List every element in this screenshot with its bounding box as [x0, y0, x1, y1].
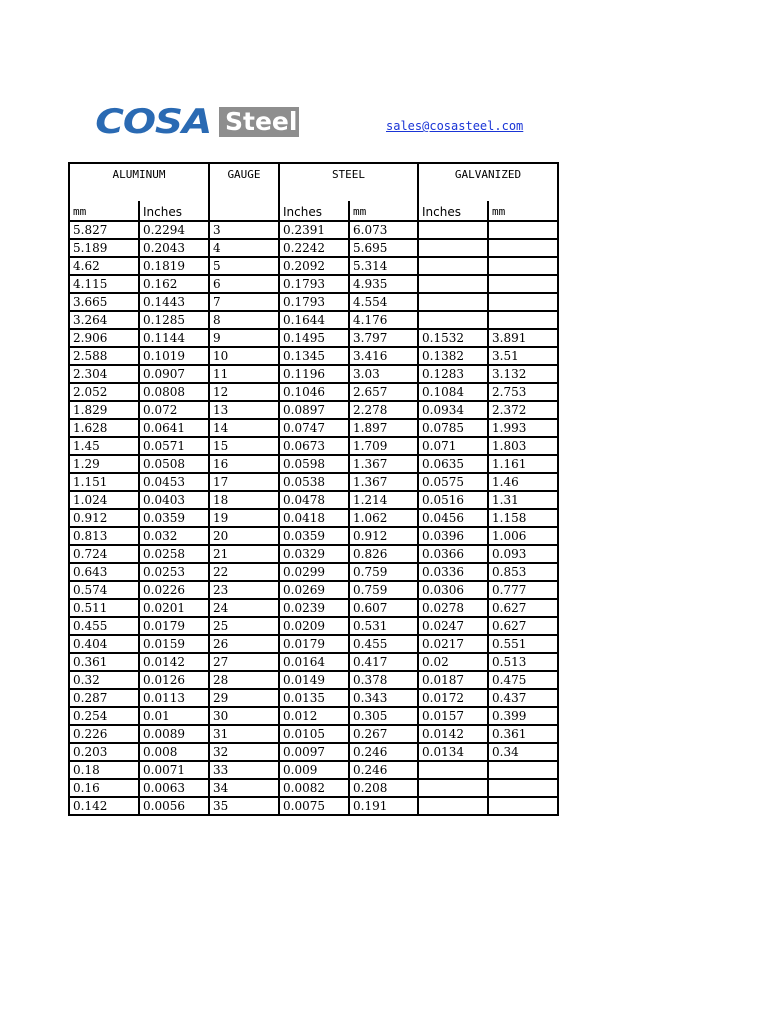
cell-steel-mm: 4.935 [349, 275, 418, 293]
email-link[interactable]: sales@cosasteel.com [386, 119, 524, 133]
cell-aluminum-inches: 0.0089 [139, 725, 209, 743]
subheader-gauge [209, 201, 279, 221]
cell-aluminum-inches: 0.0641 [139, 419, 209, 437]
table-row [69, 401, 558, 419]
cell-gauge: 27 [209, 653, 279, 671]
cell-steel-mm: 4.176 [349, 311, 418, 329]
table-row [69, 347, 558, 365]
cell-aluminum-inches: 0.01 [139, 707, 209, 725]
cell-galvanized-mm: 1.803 [488, 437, 558, 455]
cell-galvanized-mm: 1.158 [488, 509, 558, 527]
cell-galvanized-mm: 0.34 [488, 743, 558, 761]
cell-steel-inches: 0.009 [279, 761, 349, 779]
cell-galvanized-inches: 0.0247 [418, 617, 488, 635]
cell-steel-mm: 3.416 [349, 347, 418, 365]
cell-steel-mm: 0.912 [349, 527, 418, 545]
cell-galvanized-mm [488, 275, 558, 293]
cell-steel-inches: 0.1196 [279, 365, 349, 383]
cell-galvanized-mm [488, 761, 558, 779]
cell-gauge: 8 [209, 311, 279, 329]
cell-galvanized-inches: 0.0635 [418, 455, 488, 473]
cell-aluminum-inches: 0.0808 [139, 383, 209, 401]
cell-gauge: 13 [209, 401, 279, 419]
cell-gauge: 18 [209, 491, 279, 509]
table-row [69, 761, 558, 779]
cell-aluminum-inches: 0.0359 [139, 509, 209, 527]
cell-galvanized-mm: 0.551 [488, 635, 558, 653]
cell-gauge: 11 [209, 365, 279, 383]
cell-steel-mm: 2.657 [349, 383, 418, 401]
cell-steel-inches: 0.0538 [279, 473, 349, 491]
cell-galvanized-inches: 0.0278 [418, 599, 488, 617]
cell-aluminum-mm: 1.024 [69, 491, 139, 509]
cell-steel-inches: 0.0164 [279, 653, 349, 671]
cell-galvanized-inches: 0.0516 [418, 491, 488, 509]
cell-aluminum-mm: 0.643 [69, 563, 139, 581]
cell-steel-inches: 0.1793 [279, 293, 349, 311]
cell-galvanized-inches: 0.0336 [418, 563, 488, 581]
cell-aluminum-mm: 1.45 [69, 437, 139, 455]
table-row [69, 599, 558, 617]
cell-steel-inches: 0.0359 [279, 527, 349, 545]
subheader-galvanized-mm: mm [488, 201, 558, 221]
cell-galvanized-mm [488, 257, 558, 275]
cell-galvanized-mm: 1.46 [488, 473, 558, 491]
cell-aluminum-mm: 0.142 [69, 797, 139, 815]
cell-galvanized-inches: 0.071 [418, 437, 488, 455]
cell-aluminum-mm: 2.588 [69, 347, 139, 365]
table-row [69, 671, 558, 689]
cell-steel-mm: 0.208 [349, 779, 418, 797]
cell-steel-inches: 0.0097 [279, 743, 349, 761]
cell-steel-mm: 1.214 [349, 491, 418, 509]
cell-steel-inches: 0.0478 [279, 491, 349, 509]
cell-galvanized-mm [488, 221, 558, 239]
table-row [69, 707, 558, 725]
cell-aluminum-mm: 0.287 [69, 689, 139, 707]
cell-galvanized-mm: 1.006 [488, 527, 558, 545]
cell-steel-inches: 0.0179 [279, 635, 349, 653]
subheader-steel-inches: Inches [279, 201, 349, 221]
cell-gauge: 3 [209, 221, 279, 239]
cell-galvanized-mm: 2.753 [488, 383, 558, 401]
cell-steel-mm: 0.305 [349, 707, 418, 725]
table-row [69, 545, 558, 563]
cell-gauge: 23 [209, 581, 279, 599]
table-row [69, 689, 558, 707]
cell-aluminum-mm: 0.32 [69, 671, 139, 689]
cell-aluminum-inches: 0.072 [139, 401, 209, 419]
cell-aluminum-inches: 0.1285 [139, 311, 209, 329]
cell-gauge: 10 [209, 347, 279, 365]
cell-aluminum-inches: 0.0179 [139, 617, 209, 635]
cell-galvanized-mm: 0.399 [488, 707, 558, 725]
cell-steel-mm: 0.826 [349, 545, 418, 563]
cell-aluminum-inches: 0.2043 [139, 239, 209, 257]
header-gauge: GAUGE [209, 163, 279, 201]
cell-galvanized-mm: 3.51 [488, 347, 558, 365]
subheader-galvanized-inches: Inches [418, 201, 488, 221]
cell-steel-inches: 0.0329 [279, 545, 349, 563]
cell-aluminum-inches: 0.162 [139, 275, 209, 293]
cell-galvanized-mm: 1.161 [488, 455, 558, 473]
subheader-steel-mm: mm [349, 201, 418, 221]
cell-steel-mm: 2.278 [349, 401, 418, 419]
cell-steel-mm: 1.897 [349, 419, 418, 437]
cell-aluminum-mm: 2.906 [69, 329, 139, 347]
cell-steel-mm: 0.531 [349, 617, 418, 635]
cell-gauge: 24 [209, 599, 279, 617]
cell-steel-inches: 0.0209 [279, 617, 349, 635]
cell-aluminum-mm: 5.827 [69, 221, 139, 239]
cell-galvanized-inches: 0.1283 [418, 365, 488, 383]
cell-steel-inches: 0.0299 [279, 563, 349, 581]
table-row [69, 365, 558, 383]
cell-steel-inches: 0.0105 [279, 725, 349, 743]
cell-steel-inches: 0.0269 [279, 581, 349, 599]
cell-galvanized-mm: 0.853 [488, 563, 558, 581]
cell-aluminum-mm: 0.404 [69, 635, 139, 653]
cell-galvanized-mm: 0.093 [488, 545, 558, 563]
cell-galvanized-mm: 1.993 [488, 419, 558, 437]
cell-steel-inches: 0.0149 [279, 671, 349, 689]
cell-steel-mm: 0.267 [349, 725, 418, 743]
cell-steel-mm: 0.607 [349, 599, 418, 617]
cell-aluminum-mm: 4.115 [69, 275, 139, 293]
table-row [69, 581, 558, 599]
cell-aluminum-inches: 0.032 [139, 527, 209, 545]
subheader-aluminum-inches: Inches [139, 201, 209, 221]
table-row [69, 221, 558, 239]
cell-gauge: 5 [209, 257, 279, 275]
cell-steel-inches: 0.1495 [279, 329, 349, 347]
cell-steel-mm: 3.03 [349, 365, 418, 383]
cell-aluminum-inches: 0.0056 [139, 797, 209, 815]
cell-galvanized-mm [488, 797, 558, 815]
table-row [69, 311, 558, 329]
cell-galvanized-inches: 0.0934 [418, 401, 488, 419]
cell-aluminum-inches: 0.0907 [139, 365, 209, 383]
cell-gauge: 25 [209, 617, 279, 635]
cell-galvanized-inches [418, 257, 488, 275]
cell-steel-inches: 0.0082 [279, 779, 349, 797]
cell-galvanized-inches: 0.1084 [418, 383, 488, 401]
table-row [69, 617, 558, 635]
cell-aluminum-inches: 0.0063 [139, 779, 209, 797]
cell-galvanized-mm: 0.475 [488, 671, 558, 689]
cell-gauge: 29 [209, 689, 279, 707]
cell-aluminum-mm: 0.18 [69, 761, 139, 779]
cell-aluminum-inches: 0.2294 [139, 221, 209, 239]
cell-aluminum-mm: 0.16 [69, 779, 139, 797]
cell-aluminum-mm: 0.361 [69, 653, 139, 671]
header-steel: STEEL [279, 163, 418, 201]
cell-steel-inches: 0.2391 [279, 221, 349, 239]
cell-galvanized-mm: 1.31 [488, 491, 558, 509]
cell-aluminum-mm: 0.912 [69, 509, 139, 527]
cell-galvanized-inches [418, 275, 488, 293]
cell-galvanized-inches: 0.02 [418, 653, 488, 671]
cell-steel-mm: 1.367 [349, 473, 418, 491]
cell-aluminum-inches: 0.0453 [139, 473, 209, 491]
table-row [69, 329, 558, 347]
cell-gauge: 6 [209, 275, 279, 293]
cell-aluminum-mm: 2.304 [69, 365, 139, 383]
cell-aluminum-mm: 1.151 [69, 473, 139, 491]
cell-galvanized-mm: 0.437 [488, 689, 558, 707]
cell-gauge: 31 [209, 725, 279, 743]
table-row [69, 437, 558, 455]
cell-gauge: 9 [209, 329, 279, 347]
table-row [69, 491, 558, 509]
cell-steel-inches: 0.2092 [279, 257, 349, 275]
cell-galvanized-inches [418, 779, 488, 797]
cell-gauge: 19 [209, 509, 279, 527]
table-row [69, 257, 558, 275]
gauge-conversion-table [68, 162, 559, 816]
cell-steel-inches: 0.0135 [279, 689, 349, 707]
cell-steel-inches: 0.0239 [279, 599, 349, 617]
cell-aluminum-inches: 0.0226 [139, 581, 209, 599]
cell-steel-mm: 5.314 [349, 257, 418, 275]
cell-steel-mm: 1.709 [349, 437, 418, 455]
cell-gauge: 4 [209, 239, 279, 257]
cell-gauge: 12 [209, 383, 279, 401]
cell-aluminum-mm: 0.724 [69, 545, 139, 563]
cell-steel-inches: 0.1046 [279, 383, 349, 401]
cell-aluminum-inches: 0.0142 [139, 653, 209, 671]
cell-steel-mm: 0.343 [349, 689, 418, 707]
cell-gauge: 15 [209, 437, 279, 455]
cell-aluminum-inches: 0.1443 [139, 293, 209, 311]
cell-steel-inches: 0.0897 [279, 401, 349, 419]
cell-galvanized-inches [418, 311, 488, 329]
cell-galvanized-mm: 0.627 [488, 617, 558, 635]
cell-steel-inches: 0.0075 [279, 797, 349, 815]
cell-galvanized-inches: 0.0157 [418, 707, 488, 725]
table-row [69, 383, 558, 401]
cell-galvanized-mm: 0.627 [488, 599, 558, 617]
cell-aluminum-mm: 3.665 [69, 293, 139, 311]
cell-aluminum-mm: 0.226 [69, 725, 139, 743]
header-galvanized: GALVANIZED [418, 163, 558, 201]
cell-galvanized-inches: 0.0785 [418, 419, 488, 437]
cosa-steel-logo [93, 102, 299, 142]
cell-gauge: 17 [209, 473, 279, 491]
cell-aluminum-inches: 0.008 [139, 743, 209, 761]
cell-aluminum-inches: 0.0159 [139, 635, 209, 653]
table-row [69, 635, 558, 653]
table-row [69, 419, 558, 437]
cell-galvanized-mm: 0.777 [488, 581, 558, 599]
cell-aluminum-inches: 0.0113 [139, 689, 209, 707]
table-row [69, 653, 558, 671]
cell-steel-mm: 0.455 [349, 635, 418, 653]
logo-word-steel: Steel [219, 107, 299, 137]
cell-steel-inches: 0.0673 [279, 437, 349, 455]
cell-galvanized-inches [418, 239, 488, 257]
cell-galvanized-inches [418, 221, 488, 239]
cell-galvanized-mm [488, 311, 558, 329]
cell-aluminum-inches: 0.0571 [139, 437, 209, 455]
cell-steel-mm: 3.797 [349, 329, 418, 347]
header-aluminum: ALUMINUM [69, 163, 209, 201]
cell-galvanized-mm: 0.361 [488, 725, 558, 743]
logo-word-cosa: COSA [95, 102, 212, 142]
cell-aluminum-mm: 0.455 [69, 617, 139, 635]
table-row [69, 239, 558, 257]
cell-aluminum-inches: 0.0126 [139, 671, 209, 689]
cell-steel-mm: 0.191 [349, 797, 418, 815]
cell-aluminum-inches: 0.0253 [139, 563, 209, 581]
cell-gauge: 7 [209, 293, 279, 311]
cell-galvanized-inches: 0.1382 [418, 347, 488, 365]
cell-galvanized-inches: 0.0575 [418, 473, 488, 491]
cell-steel-mm: 0.378 [349, 671, 418, 689]
cell-galvanized-mm [488, 779, 558, 797]
cell-gauge: 26 [209, 635, 279, 653]
cell-gauge: 34 [209, 779, 279, 797]
cell-galvanized-mm: 2.372 [488, 401, 558, 419]
cell-steel-mm: 0.246 [349, 761, 418, 779]
cell-gauge: 33 [209, 761, 279, 779]
cell-galvanized-inches: 0.0172 [418, 689, 488, 707]
cell-gauge: 35 [209, 797, 279, 815]
cell-aluminum-mm: 0.574 [69, 581, 139, 599]
cell-galvanized-inches: 0.0396 [418, 527, 488, 545]
cell-aluminum-mm: 1.829 [69, 401, 139, 419]
cell-steel-mm: 6.073 [349, 221, 418, 239]
table-row [69, 293, 558, 311]
cell-aluminum-inches: 0.0258 [139, 545, 209, 563]
table-row [69, 527, 558, 545]
cell-aluminum-inches: 0.0071 [139, 761, 209, 779]
table-row [69, 509, 558, 527]
cell-gauge: 28 [209, 671, 279, 689]
cell-aluminum-mm: 1.29 [69, 455, 139, 473]
table-row [69, 743, 558, 761]
cell-galvanized-inches: 0.0366 [418, 545, 488, 563]
cell-gauge: 16 [209, 455, 279, 473]
cell-gauge: 14 [209, 419, 279, 437]
cell-galvanized-mm: 0.513 [488, 653, 558, 671]
cell-gauge: 20 [209, 527, 279, 545]
cell-gauge: 32 [209, 743, 279, 761]
cell-aluminum-mm: 2.052 [69, 383, 139, 401]
cell-galvanized-inches: 0.0134 [418, 743, 488, 761]
cell-galvanized-inches [418, 797, 488, 815]
cell-galvanized-mm [488, 293, 558, 311]
cell-galvanized-mm: 3.891 [488, 329, 558, 347]
cell-aluminum-mm: 0.511 [69, 599, 139, 617]
cell-aluminum-inches: 0.0201 [139, 599, 209, 617]
table-row [69, 455, 558, 473]
cell-steel-inches: 0.1793 [279, 275, 349, 293]
cell-galvanized-inches: 0.0187 [418, 671, 488, 689]
table-row [69, 563, 558, 581]
cell-aluminum-mm: 3.264 [69, 311, 139, 329]
table-row [69, 275, 558, 293]
cell-aluminum-inches: 0.0508 [139, 455, 209, 473]
cell-steel-inches: 0.1345 [279, 347, 349, 365]
cell-galvanized-inches: 0.0142 [418, 725, 488, 743]
cell-aluminum-mm: 0.203 [69, 743, 139, 761]
cell-steel-inches: 0.0747 [279, 419, 349, 437]
cell-galvanized-inches: 0.1532 [418, 329, 488, 347]
subheader-row [69, 201, 558, 221]
cell-aluminum-inches: 0.1819 [139, 257, 209, 275]
cell-steel-inches: 0.0418 [279, 509, 349, 527]
cell-gauge: 22 [209, 563, 279, 581]
cell-aluminum-mm: 0.254 [69, 707, 139, 725]
cell-steel-inches: 0.012 [279, 707, 349, 725]
cell-galvanized-inches [418, 293, 488, 311]
cell-gauge: 21 [209, 545, 279, 563]
cell-galvanized-inches: 0.0456 [418, 509, 488, 527]
cell-galvanized-inches: 0.0217 [418, 635, 488, 653]
cell-steel-inches: 0.1644 [279, 311, 349, 329]
cell-galvanized-inches: 0.0306 [418, 581, 488, 599]
table-row [69, 779, 558, 797]
cell-aluminum-mm: 5.189 [69, 239, 139, 257]
cell-steel-mm: 0.417 [349, 653, 418, 671]
cell-aluminum-inches: 0.0403 [139, 491, 209, 509]
cell-steel-inches: 0.0598 [279, 455, 349, 473]
table-row [69, 797, 558, 815]
cell-galvanized-mm: 3.132 [488, 365, 558, 383]
cell-steel-inches: 0.2242 [279, 239, 349, 257]
cell-aluminum-mm: 4.62 [69, 257, 139, 275]
cell-steel-mm: 0.759 [349, 581, 418, 599]
subheader-aluminum-mm: mm [69, 201, 139, 221]
cell-aluminum-inches: 0.1144 [139, 329, 209, 347]
cell-gauge: 30 [209, 707, 279, 725]
cell-galvanized-mm [488, 239, 558, 257]
table-row [69, 725, 558, 743]
cell-steel-mm: 1.367 [349, 455, 418, 473]
cell-steel-mm: 0.759 [349, 563, 418, 581]
cell-aluminum-mm: 0.813 [69, 527, 139, 545]
cell-steel-mm: 0.246 [349, 743, 418, 761]
cell-steel-mm: 5.695 [349, 239, 418, 257]
cell-aluminum-mm: 1.628 [69, 419, 139, 437]
cell-aluminum-inches: 0.1019 [139, 347, 209, 365]
cell-galvanized-inches [418, 761, 488, 779]
cell-steel-mm: 4.554 [349, 293, 418, 311]
table-row [69, 473, 558, 491]
cell-steel-mm: 1.062 [349, 509, 418, 527]
